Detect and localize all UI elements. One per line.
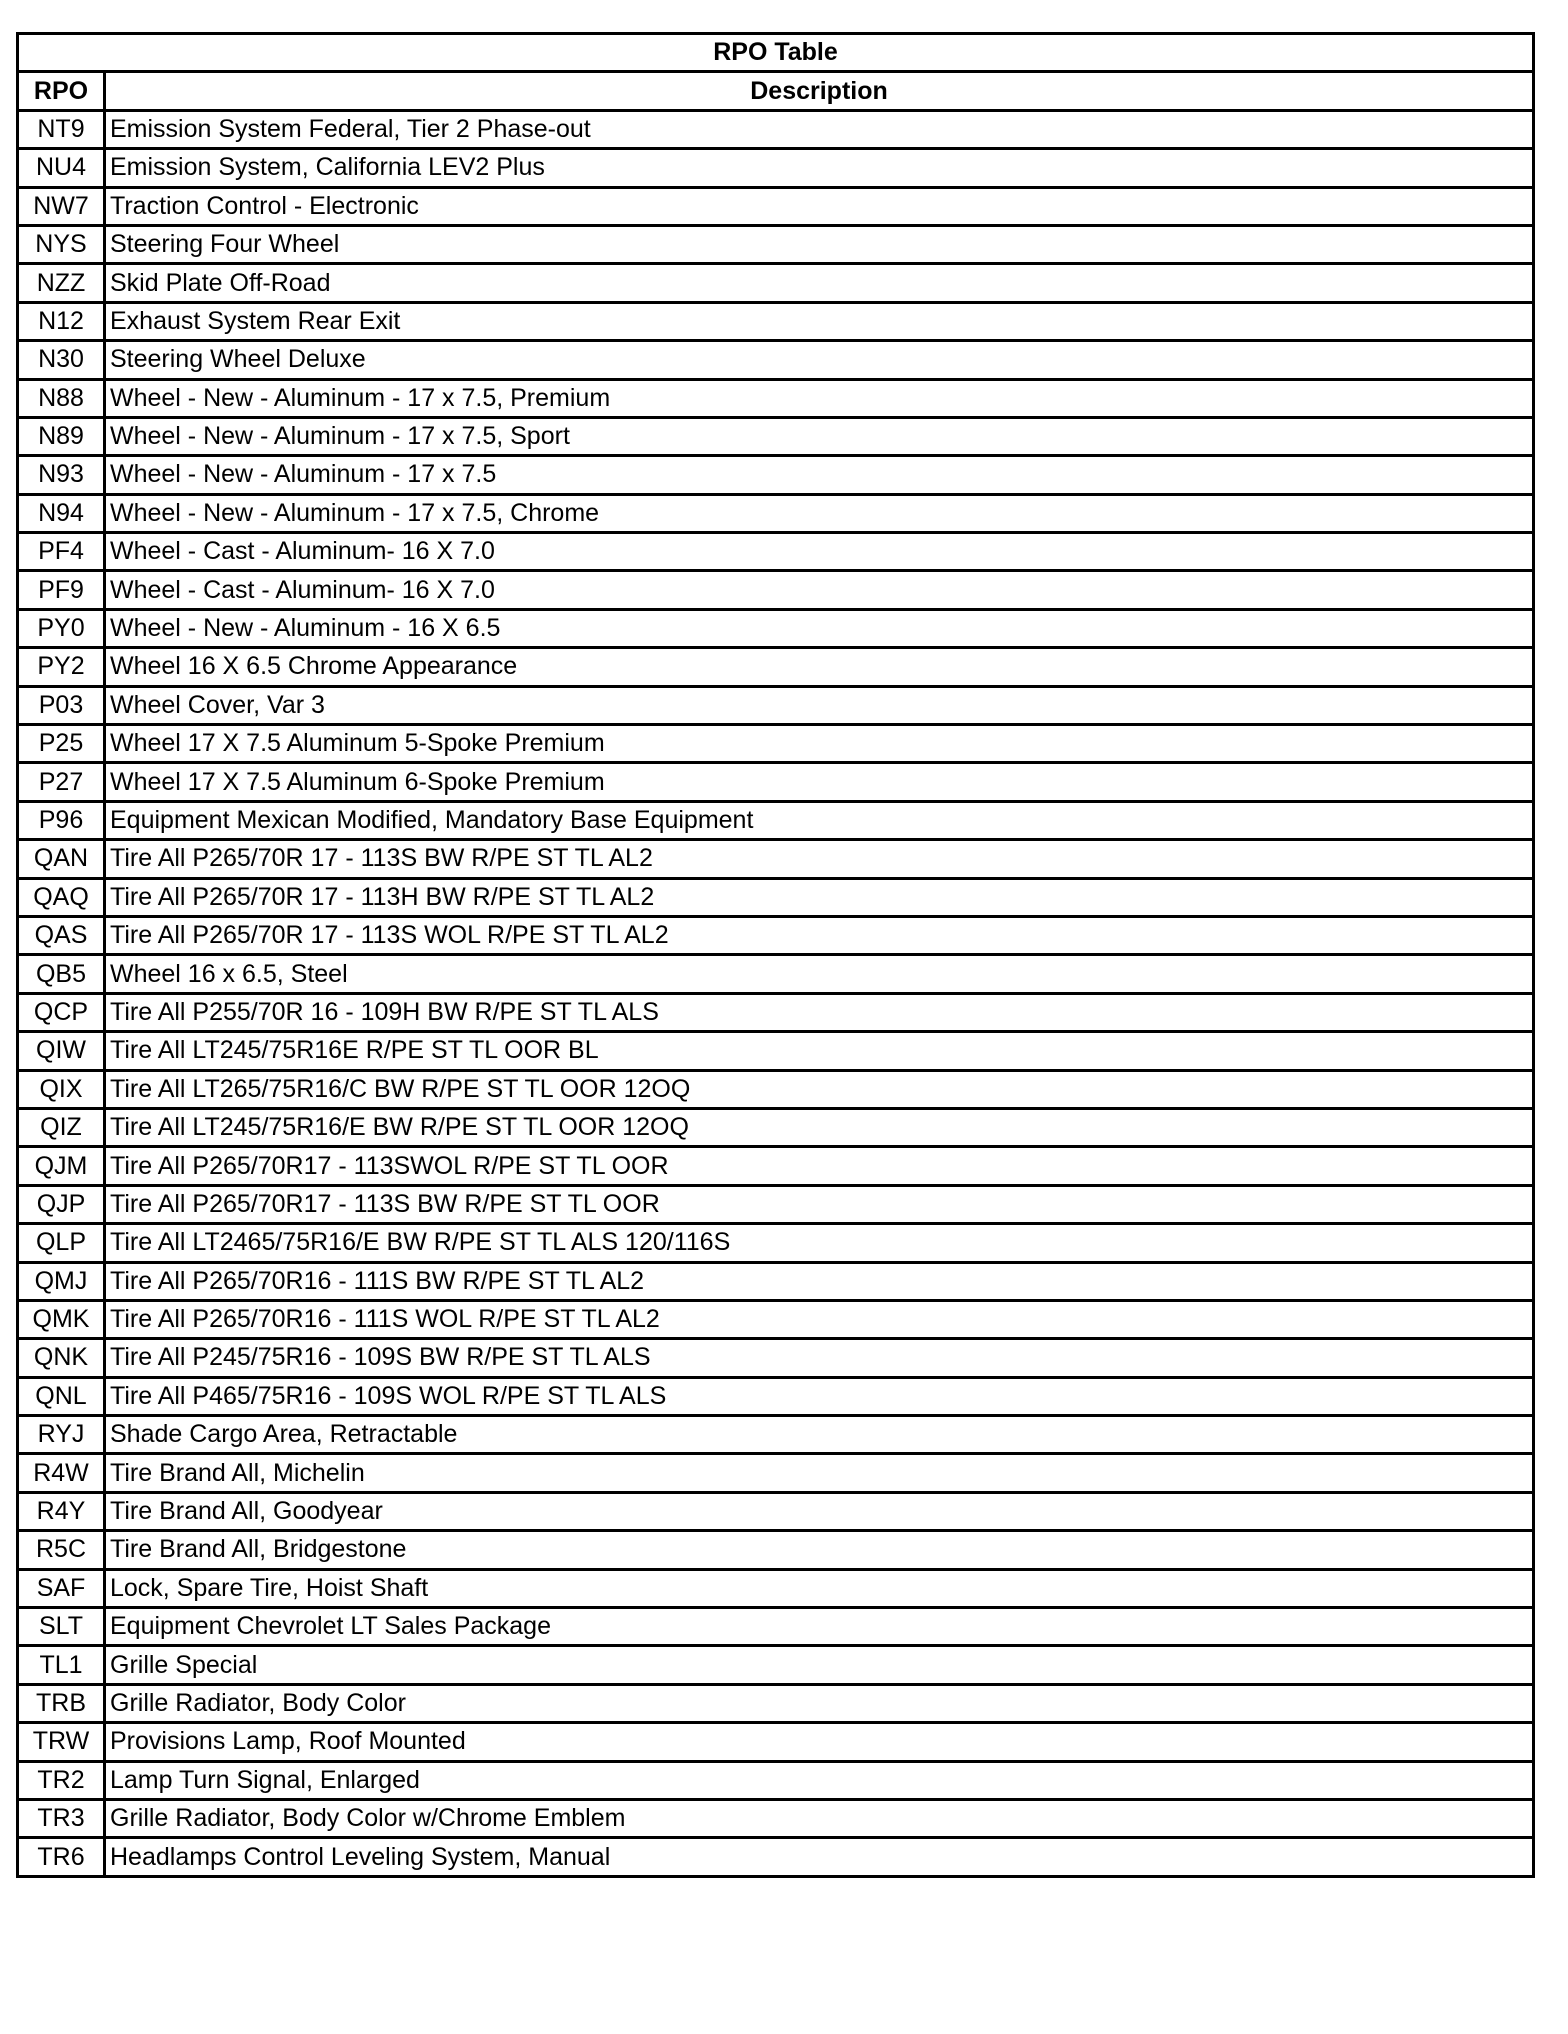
rpo-code-cell: QJM — [18, 1147, 105, 1185]
table-row — [18, 187, 1534, 225]
rpo-description-cell: Exhaust System Rear Exit — [105, 302, 1534, 340]
table-row — [18, 1377, 1534, 1415]
rpo-description-cell: Steering Wheel Deluxe — [105, 341, 1534, 379]
rpo-description-cell: Tire Brand All, Michelin — [105, 1454, 1534, 1492]
rpo-code-cell: P03 — [18, 686, 105, 724]
rpo-description-cell: Wheel 17 X 7.5 Aluminum 6-Spoke Premium — [105, 763, 1534, 801]
rpo-description-cell: Lock, Spare Tire, Hoist Shaft — [105, 1569, 1534, 1607]
rpo-description-cell: Wheel - New - Aluminum - 17 x 7.5, Premium — [105, 379, 1534, 417]
table-row — [18, 840, 1534, 878]
rpo-description-cell: Tire Brand All, Goodyear — [105, 1492, 1534, 1530]
table-row — [18, 379, 1534, 417]
rpo-description-cell: Emission System, California LEV2 Plus — [105, 149, 1534, 187]
table-row — [18, 1684, 1534, 1722]
rpo-description-cell: Lamp Turn Signal, Enlarged — [105, 1761, 1534, 1799]
table-row — [18, 1147, 1534, 1185]
rpo-description-cell: Wheel - Cast - Aluminum- 16 X 7.0 — [105, 571, 1534, 609]
rpo-description-cell: Provisions Lamp, Roof Mounted — [105, 1723, 1534, 1761]
rpo-code-cell: N12 — [18, 302, 105, 340]
rpo-code-cell: TRB — [18, 1684, 105, 1722]
rpo-code-cell: QB5 — [18, 955, 105, 993]
rpo-description-cell: Emission System Federal, Tier 2 Phase-out — [105, 110, 1534, 148]
table-row — [18, 264, 1534, 302]
rpo-description-cell: Shade Cargo Area, Retractable — [105, 1416, 1534, 1454]
rpo-code-cell: QAN — [18, 840, 105, 878]
rpo-description-cell: Headlamps Control Leveling System, Manual — [105, 1838, 1534, 1876]
table-row — [18, 1339, 1534, 1377]
rpo-description-cell: Wheel - New - Aluminum - 17 x 7.5 — [105, 456, 1534, 494]
table-header-row — [18, 72, 1534, 110]
rpo-description-cell: Tire All P265/70R17 - 113SWOL R/PE ST TL OOR — [105, 1147, 1534, 1185]
table-row — [18, 571, 1534, 609]
table-row — [18, 494, 1534, 532]
rpo-code-cell: NU4 — [18, 149, 105, 187]
table-row — [18, 341, 1534, 379]
rpo-description-cell: Tire All LT245/75R16/E BW R/PE ST TL OOR 12OQ — [105, 1108, 1534, 1146]
table-row — [18, 763, 1534, 801]
rpo-code-cell: P25 — [18, 725, 105, 763]
table-row — [18, 648, 1534, 686]
rpo-code-cell: P96 — [18, 801, 105, 839]
rpo-code-cell: RYJ — [18, 1416, 105, 1454]
table-row — [18, 1416, 1534, 1454]
rpo-code-cell: QAQ — [18, 878, 105, 916]
rpo-description-cell: Wheel 16 x 6.5, Steel — [105, 955, 1534, 993]
rpo-code-cell: P27 — [18, 763, 105, 801]
rpo-code-cell: PF4 — [18, 533, 105, 571]
table-row — [18, 1224, 1534, 1262]
rpo-description-cell: Tire All P265/70R16 - 111S BW R/PE ST TL AL2 — [105, 1262, 1534, 1300]
rpo-code-cell: PY2 — [18, 648, 105, 686]
table-row — [18, 302, 1534, 340]
table-row — [18, 1838, 1534, 1876]
rpo-description-cell: Tire All P265/70R17 - 113S BW R/PE ST TL OOR — [105, 1185, 1534, 1223]
table-row — [18, 1262, 1534, 1300]
rpo-description-cell: Steering Four Wheel — [105, 225, 1534, 263]
rpo-code-cell: SLT — [18, 1608, 105, 1646]
rpo-code-cell: R4W — [18, 1454, 105, 1492]
rpo-description-cell: Tire Brand All, Bridgestone — [105, 1531, 1534, 1569]
table-row — [18, 686, 1534, 724]
table-row — [18, 1569, 1534, 1607]
rpo-code-cell: TL1 — [18, 1646, 105, 1684]
rpo-description-cell: Wheel - New - Aluminum - 16 X 6.5 — [105, 609, 1534, 647]
rpo-description-cell: Tire All P245/75R16 - 109S BW R/PE ST TL ALS — [105, 1339, 1534, 1377]
rpo-description-cell: Grille Special — [105, 1646, 1534, 1684]
rpo-code-cell: QIX — [18, 1070, 105, 1108]
rpo-code-cell: TR2 — [18, 1761, 105, 1799]
header-rpo: RPO — [18, 72, 105, 110]
rpo-description-cell: Tire All P265/70R16 - 111S WOL R/PE ST TL AL2 — [105, 1300, 1534, 1338]
rpo-code-cell: QMJ — [18, 1262, 105, 1300]
rpo-description-cell: Wheel 17 X 7.5 Aluminum 5-Spoke Premium — [105, 725, 1534, 763]
table-row — [18, 1032, 1534, 1070]
table-row — [18, 1070, 1534, 1108]
rpo-code-cell: NW7 — [18, 187, 105, 225]
rpo-code-cell: N94 — [18, 494, 105, 532]
table-row — [18, 1799, 1534, 1837]
rpo-code-cell: QNL — [18, 1377, 105, 1415]
rpo-description-cell: Traction Control - Electronic — [105, 187, 1534, 225]
rpo-code-cell: QLP — [18, 1224, 105, 1262]
rpo-code-cell: N30 — [18, 341, 105, 379]
rpo-description-cell: Skid Plate Off-Road — [105, 264, 1534, 302]
table-row — [18, 1608, 1534, 1646]
table-row — [18, 110, 1534, 148]
rpo-code-cell: N88 — [18, 379, 105, 417]
table-row — [18, 1454, 1534, 1492]
table-body — [18, 110, 1534, 1876]
table-row — [18, 1646, 1534, 1684]
rpo-description-cell: Wheel 16 X 6.5 Chrome Appearance — [105, 648, 1534, 686]
rpo-code-cell: QAS — [18, 916, 105, 954]
rpo-code-cell: PF9 — [18, 571, 105, 609]
rpo-code-cell: TR3 — [18, 1799, 105, 1837]
rpo-code-cell: QMK — [18, 1300, 105, 1338]
rpo-description-cell: Grille Radiator, Body Color w/Chrome Emblem — [105, 1799, 1534, 1837]
table-row — [18, 1723, 1534, 1761]
rpo-code-cell: QJP — [18, 1185, 105, 1223]
rpo-code-cell: R5C — [18, 1531, 105, 1569]
table-row — [18, 149, 1534, 187]
rpo-description-cell: Wheel - Cast - Aluminum- 16 X 7.0 — [105, 533, 1534, 571]
table-row — [18, 916, 1534, 954]
rpo-code-cell: N89 — [18, 417, 105, 455]
rpo-description-cell: Tire All P465/75R16 - 109S WOL R/PE ST TL ALS — [105, 1377, 1534, 1415]
table-row — [18, 801, 1534, 839]
rpo-description-cell: Tire All P265/70R 17 - 113S BW R/PE ST TL AL2 — [105, 840, 1534, 878]
rpo-code-cell: TR6 — [18, 1838, 105, 1876]
table-title: RPO Table — [18, 34, 1534, 72]
rpo-description-cell: Tire All LT265/75R16/C BW R/PE ST TL OOR 12OQ — [105, 1070, 1534, 1108]
table-row — [18, 1492, 1534, 1530]
rpo-code-cell: QNK — [18, 1339, 105, 1377]
rpo-code-cell: PY0 — [18, 609, 105, 647]
rpo-table — [16, 32, 1535, 1878]
table-row — [18, 225, 1534, 263]
table-row — [18, 993, 1534, 1031]
rpo-description-cell: Wheel - New - Aluminum - 17 x 7.5, Chrome — [105, 494, 1534, 532]
table-row — [18, 725, 1534, 763]
table-row — [18, 1185, 1534, 1223]
rpo-description-cell: Tire All LT245/75R16E R/PE ST TL OOR BL — [105, 1032, 1534, 1070]
table-row — [18, 1300, 1534, 1338]
table-row — [18, 955, 1534, 993]
rpo-code-cell: NYS — [18, 225, 105, 263]
rpo-description-cell: Equipment Chevrolet LT Sales Package — [105, 1608, 1534, 1646]
rpo-code-cell: QIW — [18, 1032, 105, 1070]
rpo-description-cell: Tire All P255/70R 16 - 109H BW R/PE ST TL ALS — [105, 993, 1534, 1031]
rpo-description-cell: Tire All P265/70R 17 - 113S WOL R/PE ST TL AL2 — [105, 916, 1534, 954]
rpo-description-cell: Wheel Cover, Var 3 — [105, 686, 1534, 724]
table-row — [18, 1761, 1534, 1799]
table-row — [18, 456, 1534, 494]
table-title-row — [18, 34, 1534, 72]
table-row — [18, 533, 1534, 571]
rpo-code-cell: R4Y — [18, 1492, 105, 1530]
rpo-description-cell: Tire All LT2465/75R16/E BW R/PE ST TL ALS 120/116S — [105, 1224, 1534, 1262]
table-row — [18, 417, 1534, 455]
rpo-code-cell: N93 — [18, 456, 105, 494]
rpo-description-cell: Tire All P265/70R 17 - 113H BW R/PE ST TL AL2 — [105, 878, 1534, 916]
rpo-code-cell: QIZ — [18, 1108, 105, 1146]
table-row — [18, 1531, 1534, 1569]
rpo-description-cell: Grille Radiator, Body Color — [105, 1684, 1534, 1722]
header-description: Description — [105, 72, 1534, 110]
table-row — [18, 878, 1534, 916]
table-row — [18, 609, 1534, 647]
rpo-description-cell: Wheel - New - Aluminum - 17 x 7.5, Sport — [105, 417, 1534, 455]
rpo-code-cell: TRW — [18, 1723, 105, 1761]
rpo-code-cell: NZZ — [18, 264, 105, 302]
rpo-description-cell: Equipment Mexican Modified, Mandatory Base Equipment — [105, 801, 1534, 839]
table-row — [18, 1108, 1534, 1146]
rpo-code-cell: SAF — [18, 1569, 105, 1607]
rpo-code-cell: QCP — [18, 993, 105, 1031]
rpo-code-cell: NT9 — [18, 110, 105, 148]
